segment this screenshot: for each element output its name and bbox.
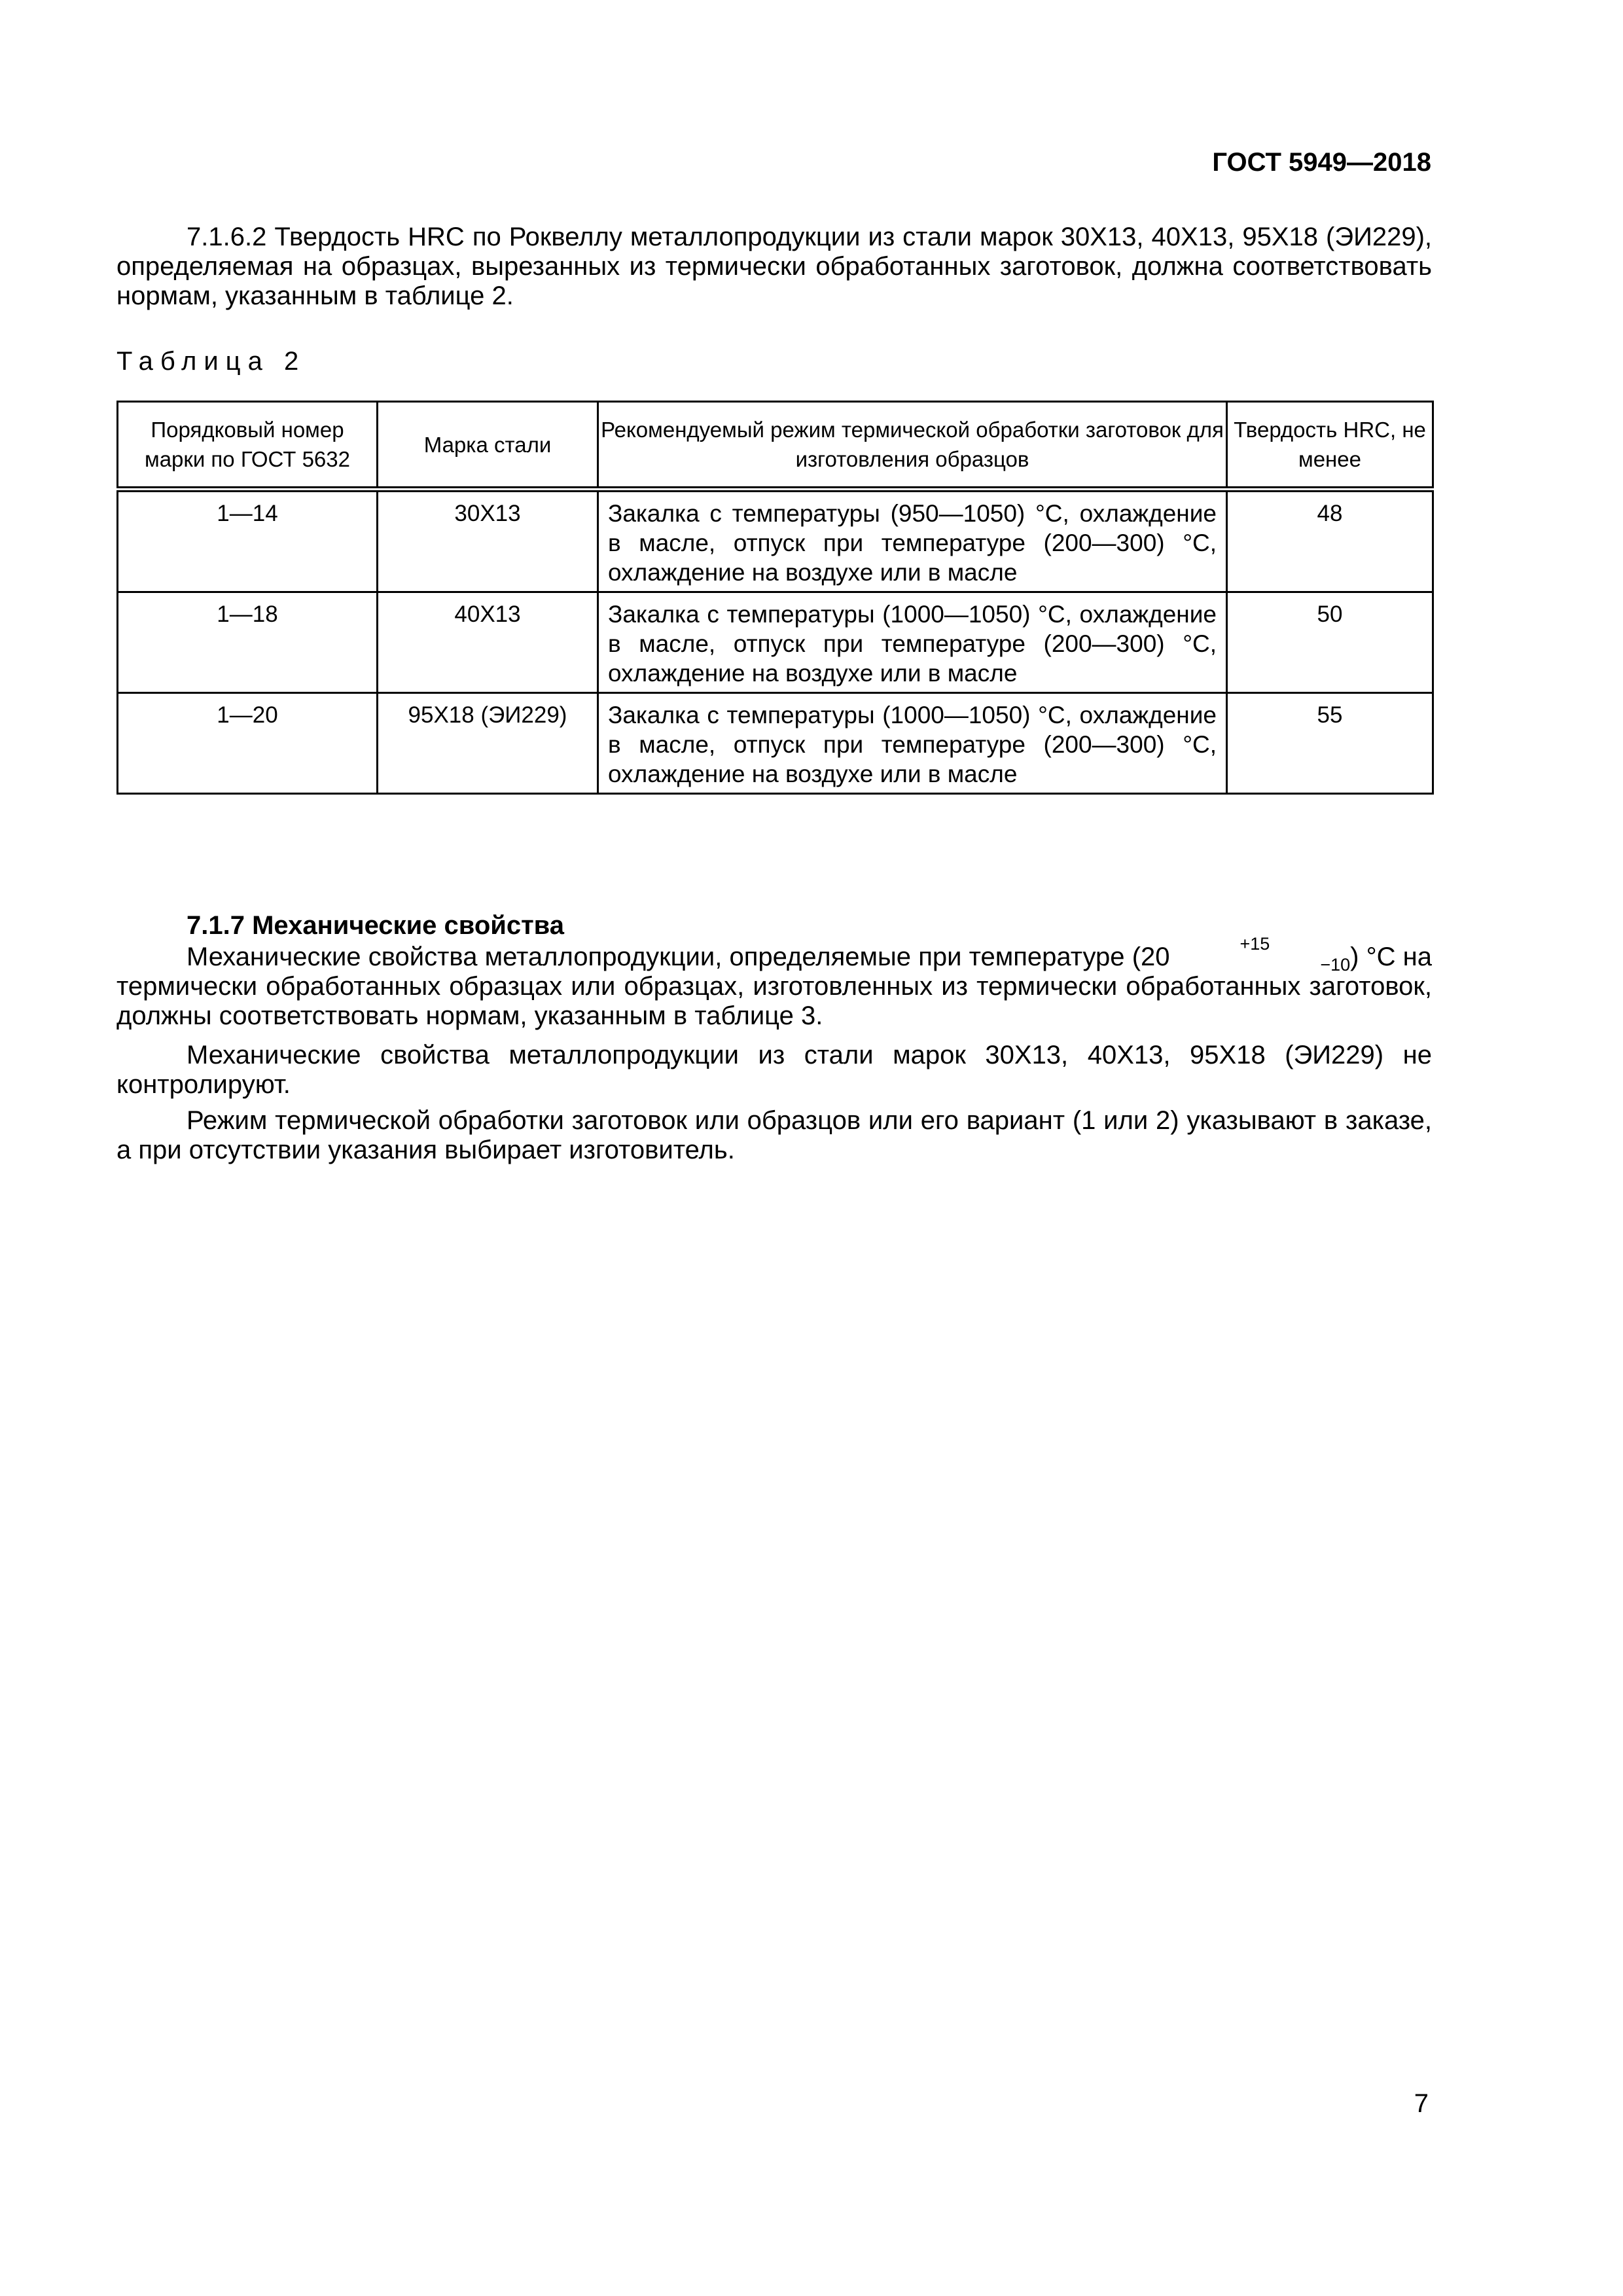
header-grade-number: Порядковый номер марки по ГОСТ 5632: [118, 402, 378, 490]
cell-hardness: 55: [1227, 693, 1433, 794]
table-row: [118, 693, 1433, 794]
table-header-row: [118, 402, 1433, 490]
cell-hardness: 50: [1227, 592, 1433, 693]
cell-grade: 30Х13: [378, 490, 598, 592]
text-before-tolerance: Механические свойства металлопродукции, определяемые при температуре (20: [187, 942, 1170, 971]
table-label: Таблица 2: [116, 347, 306, 376]
paragraph-7-1-6-2: 7.1.6.2 Твердость HRC по Роквеллу металлопродукции из стали марок 30Х13, 40Х13, 95Х18 (ЭИ229), определяемая на образцах, вырезанных из термически обработанных заготовок, должна соответствовать нормам, указанным в таблице 2.: [116, 223, 1432, 310]
cell-hardness: 48: [1227, 490, 1433, 592]
cell-mode: Закалка с температуры (1000—1050) °С, охлаждение в масле, отпуск при температуре (200—300) °С, охлаждение на воздухе или в масле: [598, 592, 1227, 693]
page-number: 7: [1414, 2089, 1429, 2118]
cell-number: 1—20: [118, 693, 378, 794]
cell-number: 1—18: [118, 592, 378, 693]
table-row: [118, 490, 1433, 592]
header-heat-treatment: Рекомендуемый режим термической обработки заготовок для изготовления образцов: [598, 402, 1227, 490]
cell-mode: Закалка с температуры (950—1050) °С, охлаждение в масле, отпуск при температуре (200—300) °С, охлаждение на воздухе или в масле: [598, 490, 1227, 592]
paragraph-not-controlled: Механические свойства металлопродукции из стали марок 30Х13, 40Х13, 95Х18 (ЭИ229) не контролируют.: [116, 1041, 1432, 1099]
section-title: 7.1.7 Механические свойства: [187, 911, 564, 940]
header-hardness: Твердость HRC, не менее: [1227, 402, 1433, 490]
text-after-tolerance: ) °С на термически обработанных образцах или образцах, изготовленных из термически обработанных заготовок, должны соответствовать нормам, указанным в таблице 3.: [116, 942, 1432, 1030]
standard-code: ГОСТ 5949—2018: [1212, 148, 1431, 177]
table-row: [118, 592, 1433, 693]
cell-grade: 95Х18 (ЭИ229): [378, 693, 598, 794]
header-steel-grade: Марка стали: [378, 402, 598, 490]
paragraph-heat-treatment-mode: Режим термической обработки заготовок или образцов или его вариант (1 или 2) указывают в заказе, а при отсутствии указания выбирает изготовитель.: [116, 1106, 1432, 1164]
paragraph-mechanical-properties: Механические свойства металлопродукции, определяемые при температуре (20 $^{+15}_{-10}$) °С на термически обработанных образцах или образцах, изготовленных из термически обработанных заготовок, должны соответствовать нормам, указанным в таблице 3.: [116, 933, 1432, 1030]
cell-grade: 40Х13: [378, 592, 598, 693]
cell-mode: Закалка с температуры (1000—1050) °С, охлаждение в масле, отпуск при температуре (200—300) °С, охлаждение на воздухе или в масле: [598, 693, 1227, 794]
hardness-table: [116, 401, 1434, 795]
cell-number: 1—14: [118, 490, 378, 592]
